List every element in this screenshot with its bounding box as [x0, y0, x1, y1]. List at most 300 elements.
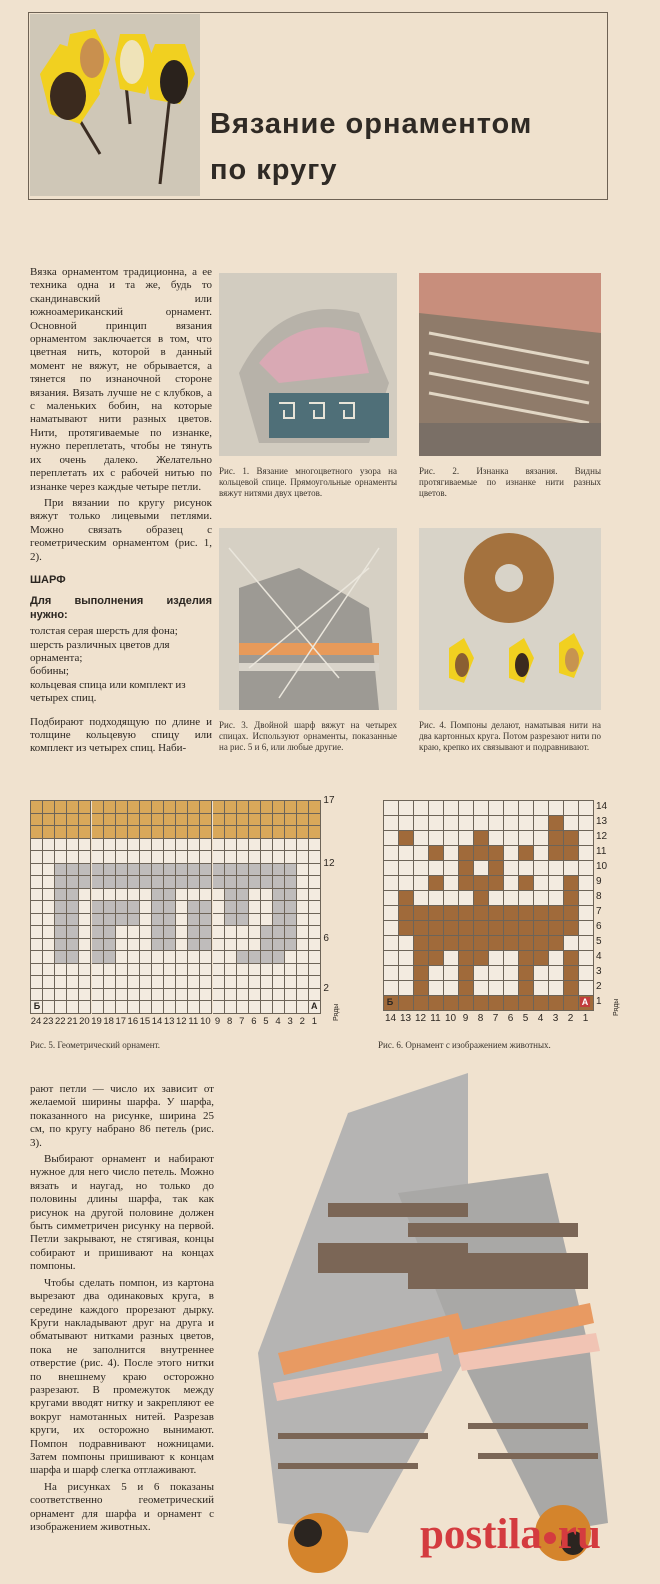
chart-cell	[79, 1001, 91, 1014]
chart-cell	[31, 864, 43, 877]
chart-cell	[43, 864, 55, 877]
chart-cell	[297, 914, 309, 927]
chart-cell	[67, 864, 79, 877]
chart-cell	[176, 839, 188, 852]
chart-cell	[534, 981, 549, 996]
chart-cell	[213, 851, 225, 864]
chart-cell	[444, 891, 459, 906]
chart-cell	[549, 891, 564, 906]
chart-cell	[489, 921, 504, 936]
chart-cell	[67, 901, 79, 914]
chart-cell	[200, 1001, 212, 1014]
chart-cell	[104, 951, 116, 964]
body-paragraph: рают петли — число их зависит от желаемой ширины шарфа. У шарфа, показанного на рисунке, ширина 25 см, по кругу набрано 86 петель (рис. 3).	[30, 1083, 214, 1149]
chart-cell	[273, 976, 285, 989]
chart-cell	[213, 939, 225, 952]
chart-cell	[273, 989, 285, 1002]
chart-cell	[309, 851, 321, 864]
chart-cell	[474, 846, 489, 861]
chart-cell	[489, 801, 504, 816]
column-number: 11	[430, 1013, 441, 1024]
chart-cell	[200, 914, 212, 927]
chart-cell	[414, 951, 429, 966]
chart-cell	[429, 996, 444, 1011]
chart-cell	[200, 926, 212, 939]
chart-cell	[459, 846, 474, 861]
chart-cell	[384, 951, 399, 966]
chart-cell	[140, 814, 152, 827]
chart-cell	[249, 989, 261, 1002]
chart-cell	[188, 1001, 200, 1014]
chart-cell	[489, 816, 504, 831]
chart-cell	[188, 876, 200, 889]
chart-cell	[519, 876, 534, 891]
chart-cell	[79, 951, 91, 964]
figure-1-photo	[219, 273, 397, 456]
chart-cell	[104, 826, 116, 839]
chart-cell	[188, 864, 200, 877]
column-number: 18	[103, 1015, 114, 1027]
chart-cell	[188, 889, 200, 902]
chart-cell	[444, 846, 459, 861]
chart-cell	[285, 889, 297, 902]
chart-cell	[79, 851, 91, 864]
chart-cell	[67, 951, 79, 964]
chart-cell	[128, 826, 140, 839]
chart-cell	[297, 976, 309, 989]
chart-cell	[564, 936, 579, 951]
chart-cell	[309, 839, 321, 852]
chart-cell	[31, 801, 43, 814]
figure-1-caption: Рис. 1. Вязание многоцветного узора на кольцевой спице. Прямоугольные орнаменты вяжут нитями двух цветов.	[219, 466, 397, 498]
chart-cell	[261, 889, 273, 902]
chart-cell	[399, 846, 414, 861]
chart-cell	[128, 939, 140, 952]
chart-cell	[188, 964, 200, 977]
chart-cell	[140, 964, 152, 977]
chart-cell	[579, 876, 594, 891]
chart-cell	[429, 921, 444, 936]
chart-cell	[213, 889, 225, 902]
chart-cell	[213, 926, 225, 939]
chart-cell	[549, 951, 564, 966]
chart-cell	[152, 964, 164, 977]
chart-cell	[273, 839, 285, 852]
chart-cell	[31, 951, 43, 964]
chart-cell	[297, 826, 309, 839]
chart-cell	[564, 951, 579, 966]
chart-cell	[429, 906, 444, 921]
chart-cell	[225, 889, 237, 902]
row-number: 9	[596, 876, 602, 887]
corner-label-a: А	[311, 1001, 318, 1011]
chart-cell	[237, 1001, 249, 1014]
chart-cell	[92, 939, 104, 952]
chart-cell	[309, 876, 321, 889]
chart-cell	[285, 1001, 297, 1014]
chart-cell	[55, 814, 67, 827]
chart-cell	[116, 951, 128, 964]
chart-cell	[249, 876, 261, 889]
chart-cell	[67, 876, 79, 889]
chart-cell	[213, 839, 225, 852]
chart-cell	[128, 964, 140, 977]
chart-cell	[564, 996, 579, 1011]
chart-cell	[534, 996, 549, 1011]
chart-cell	[444, 966, 459, 981]
chart-cell	[92, 826, 104, 839]
chart-cell	[249, 939, 261, 952]
figure-3-photo	[219, 528, 397, 710]
chart-cell	[79, 864, 91, 877]
chart-cell	[116, 926, 128, 939]
chart-cell	[579, 831, 594, 846]
chart-cell	[297, 964, 309, 977]
chart-cell	[43, 951, 55, 964]
chart-cell	[104, 851, 116, 864]
chart-cell	[579, 906, 594, 921]
chart-cell	[200, 939, 212, 952]
chart-cell	[474, 816, 489, 831]
column-number: 17	[115, 1015, 127, 1027]
column-number: 13	[163, 1015, 175, 1027]
chart-cell	[285, 914, 297, 927]
chart-cell	[176, 914, 188, 927]
chart-cell	[116, 814, 128, 827]
chart-cell	[297, 864, 309, 877]
chart-cell	[249, 926, 261, 939]
chart-cell	[128, 951, 140, 964]
column-number: 6	[507, 1013, 514, 1024]
chart-cell	[579, 921, 594, 936]
chart-cell	[176, 801, 188, 814]
chart-cell	[200, 889, 212, 902]
chart-cell	[79, 839, 91, 852]
chart-cell	[474, 801, 489, 816]
column-number: 14	[384, 1013, 397, 1024]
chart-cell	[55, 826, 67, 839]
chart-cell	[564, 801, 579, 816]
chart-cell	[414, 996, 429, 1011]
chart-cell	[188, 814, 200, 827]
chart-cell	[128, 889, 140, 902]
chart-cell	[519, 921, 534, 936]
figure-4-photo	[419, 528, 601, 710]
chart-cell	[429, 981, 444, 996]
chart-cell	[128, 864, 140, 877]
chart-cell	[79, 826, 91, 839]
chart-cell	[200, 951, 212, 964]
chart-cell	[414, 861, 429, 876]
pompom-bobbins-photo	[30, 14, 200, 196]
chart-cell	[225, 851, 237, 864]
chart-cell	[534, 801, 549, 816]
row-number: 6	[596, 921, 602, 932]
chart-cell	[399, 936, 414, 951]
chart-cell	[429, 951, 444, 966]
chart-cell	[225, 989, 237, 1002]
chart-cell	[104, 926, 116, 939]
chart-cell	[43, 889, 55, 902]
chart-cell	[249, 814, 261, 827]
chart-cell	[285, 864, 297, 877]
chart-cell	[55, 801, 67, 814]
chart-cell	[67, 926, 79, 939]
chart-cell	[564, 966, 579, 981]
chart-cell	[67, 1001, 79, 1014]
chart-cell	[31, 814, 43, 827]
chart-cell	[92, 876, 104, 889]
chart-cell	[444, 981, 459, 996]
chart-cell	[225, 1001, 237, 1014]
chart-cell	[128, 851, 140, 864]
chart-cell	[414, 876, 429, 891]
chart-cell	[459, 966, 474, 981]
row-number: 14	[596, 801, 608, 812]
chart-cell	[261, 914, 273, 927]
chart-cell	[188, 939, 200, 952]
chart-cell	[474, 981, 489, 996]
chart-cell	[519, 936, 534, 951]
chart-cell	[79, 876, 91, 889]
chart-cell	[309, 951, 321, 964]
chart-cell	[474, 936, 489, 951]
column-number: 2	[299, 1015, 305, 1027]
chart-cell	[92, 814, 104, 827]
chart-cell	[399, 861, 414, 876]
chart-cell	[55, 1001, 67, 1014]
chart-cell	[297, 814, 309, 827]
chart-cell	[176, 876, 188, 889]
chart-cell	[213, 989, 225, 1002]
figure-5-caption: Рис. 5. Геометрический орнамент.	[30, 1040, 161, 1050]
chart-cell	[489, 861, 504, 876]
rows-axis-label: Ряды	[613, 998, 620, 1016]
chart-cell	[213, 976, 225, 989]
chart-cell	[188, 951, 200, 964]
chart-cell	[249, 914, 261, 927]
chart-cell	[459, 816, 474, 831]
chart-cell	[414, 801, 429, 816]
chart-cell	[429, 861, 444, 876]
chart-cell	[104, 864, 116, 877]
chart-cell	[237, 876, 249, 889]
chart-cell	[474, 861, 489, 876]
column-number: 16	[127, 1015, 139, 1027]
chart-cell	[564, 921, 579, 936]
chart-cell	[92, 1001, 104, 1014]
row-number: 2	[596, 981, 602, 992]
chart-cell	[309, 814, 321, 827]
chart-cell	[128, 926, 140, 939]
chart-cell	[414, 891, 429, 906]
column-number: 10	[444, 1013, 457, 1024]
chart-cell	[225, 839, 237, 852]
column-number: 6	[251, 1015, 257, 1027]
chart-cell	[444, 996, 459, 1011]
chart-cell	[104, 976, 116, 989]
chart-cell	[285, 926, 297, 939]
chart-cell	[399, 966, 414, 981]
chart-cell	[67, 989, 79, 1002]
chart-cell	[79, 801, 91, 814]
chart-cell	[225, 876, 237, 889]
chart-cell	[152, 901, 164, 914]
chart-cell	[504, 876, 519, 891]
chart-cell	[104, 964, 116, 977]
chart-cell	[459, 801, 474, 816]
chart-cell	[188, 851, 200, 864]
chart-cell	[43, 814, 55, 827]
chart-cell	[140, 1001, 152, 1014]
chart-cell	[285, 939, 297, 952]
chart-cell	[237, 901, 249, 914]
chart-cell	[152, 826, 164, 839]
chart-cell	[261, 826, 273, 839]
animal-ornament-chart	[383, 800, 594, 1011]
figure-2-caption: Рис. 2. Изнанка вязания. Видны протягиваемые по изнанке нити разных цветов.	[419, 466, 601, 498]
chart-cell	[444, 906, 459, 921]
chart-cell	[225, 814, 237, 827]
row-number: 4	[596, 951, 602, 962]
column-number: 5	[522, 1013, 529, 1024]
row-number: 11	[596, 846, 607, 857]
chart-cell	[55, 889, 67, 902]
chart-cell	[549, 966, 564, 981]
chart-cell	[164, 876, 176, 889]
chart-cell	[55, 976, 67, 989]
chart-cell	[225, 964, 237, 977]
chart-cell	[474, 996, 489, 1011]
chart-cell	[43, 964, 55, 977]
chart-cell	[92, 801, 104, 814]
chart-cell	[459, 831, 474, 846]
chart-cell	[237, 864, 249, 877]
chart-cell	[140, 826, 152, 839]
chart-cell	[297, 901, 309, 914]
chart-cell	[79, 914, 91, 927]
chart-cell	[237, 826, 249, 839]
chart-cell	[399, 816, 414, 831]
chart-cell	[273, 926, 285, 939]
chart-cell	[116, 901, 128, 914]
chart-cell	[31, 889, 43, 902]
chart-cell	[489, 831, 504, 846]
chart-cell	[67, 939, 79, 952]
chart-cell	[579, 966, 594, 981]
watermark-text: ru	[557, 1511, 601, 1558]
chart-cell	[225, 951, 237, 964]
chart-cell	[489, 846, 504, 861]
row-number: 5	[596, 936, 602, 947]
chart-cell	[31, 989, 43, 1002]
chart-cell	[309, 901, 321, 914]
chart-cell	[429, 801, 444, 816]
chart-cell	[31, 839, 43, 852]
watermark-dot	[544, 1532, 556, 1544]
chart-cell	[200, 876, 212, 889]
chart-cell	[176, 889, 188, 902]
chart-cell	[67, 964, 79, 977]
chart-cell	[104, 876, 116, 889]
chart-cell	[273, 901, 285, 914]
column-number: 20	[79, 1015, 90, 1027]
chart-cell	[140, 989, 152, 1002]
chart-cell	[164, 826, 176, 839]
chart-cell	[474, 906, 489, 921]
chart-cell	[297, 926, 309, 939]
rows-axis-label: Ряды	[333, 1003, 341, 1021]
chart-cell	[188, 839, 200, 852]
chart-cell	[79, 814, 91, 827]
chart-cell	[92, 989, 104, 1002]
chart-cell	[534, 816, 549, 831]
chart-cell	[459, 921, 474, 936]
chart-cell	[31, 926, 43, 939]
chart-cell	[564, 831, 579, 846]
chart-cell	[43, 839, 55, 852]
chart-cell	[213, 801, 225, 814]
chart-cell	[459, 906, 474, 921]
chart-cell	[444, 921, 459, 936]
materials-item: толстая серая шерсть для фона;	[30, 625, 178, 638]
figure-2-photo	[419, 273, 601, 456]
chart-cell	[504, 966, 519, 981]
chart-cell	[55, 851, 67, 864]
chart-cell	[399, 951, 414, 966]
postila-watermark	[420, 1510, 601, 1559]
chart-cell	[285, 851, 297, 864]
column-number: 11	[188, 1015, 199, 1027]
chart-cell	[429, 936, 444, 951]
chart-cell	[459, 891, 474, 906]
chart-cell	[43, 826, 55, 839]
chart-cell	[188, 926, 200, 939]
chart-cell	[504, 891, 519, 906]
chart-cell	[549, 876, 564, 891]
chart-cell	[489, 966, 504, 981]
chart-cell	[116, 839, 128, 852]
column-number: 5	[263, 1015, 269, 1027]
chart-cell	[534, 921, 549, 936]
chart-cell	[55, 914, 67, 927]
chart-cell	[43, 939, 55, 952]
chart-cell	[297, 876, 309, 889]
body-paragraph: На рисунках 5 и 6 показаны соответственно геометрический орнамент для шарфа и орнамент с изображением животных.	[30, 1480, 214, 1533]
chart-cell	[188, 914, 200, 927]
chart-cell	[225, 801, 237, 814]
chart-cell	[128, 976, 140, 989]
chart-cell	[504, 981, 519, 996]
row-number: 3	[596, 966, 602, 977]
row-number: 12	[596, 831, 608, 842]
chart-cell	[444, 801, 459, 816]
chart-cell	[128, 914, 140, 927]
chart-cell	[273, 964, 285, 977]
chart-cell	[384, 876, 399, 891]
chart-cell	[92, 926, 104, 939]
chart-cell	[414, 906, 429, 921]
column-number: 24	[30, 1015, 42, 1027]
column-number: 12	[175, 1015, 187, 1027]
chart-cell	[92, 901, 104, 914]
chart-cell	[519, 951, 534, 966]
chart-cell	[188, 826, 200, 839]
chart-cell	[579, 891, 594, 906]
chart-cell	[429, 891, 444, 906]
chart-cell	[429, 816, 444, 831]
chart-cell	[504, 801, 519, 816]
